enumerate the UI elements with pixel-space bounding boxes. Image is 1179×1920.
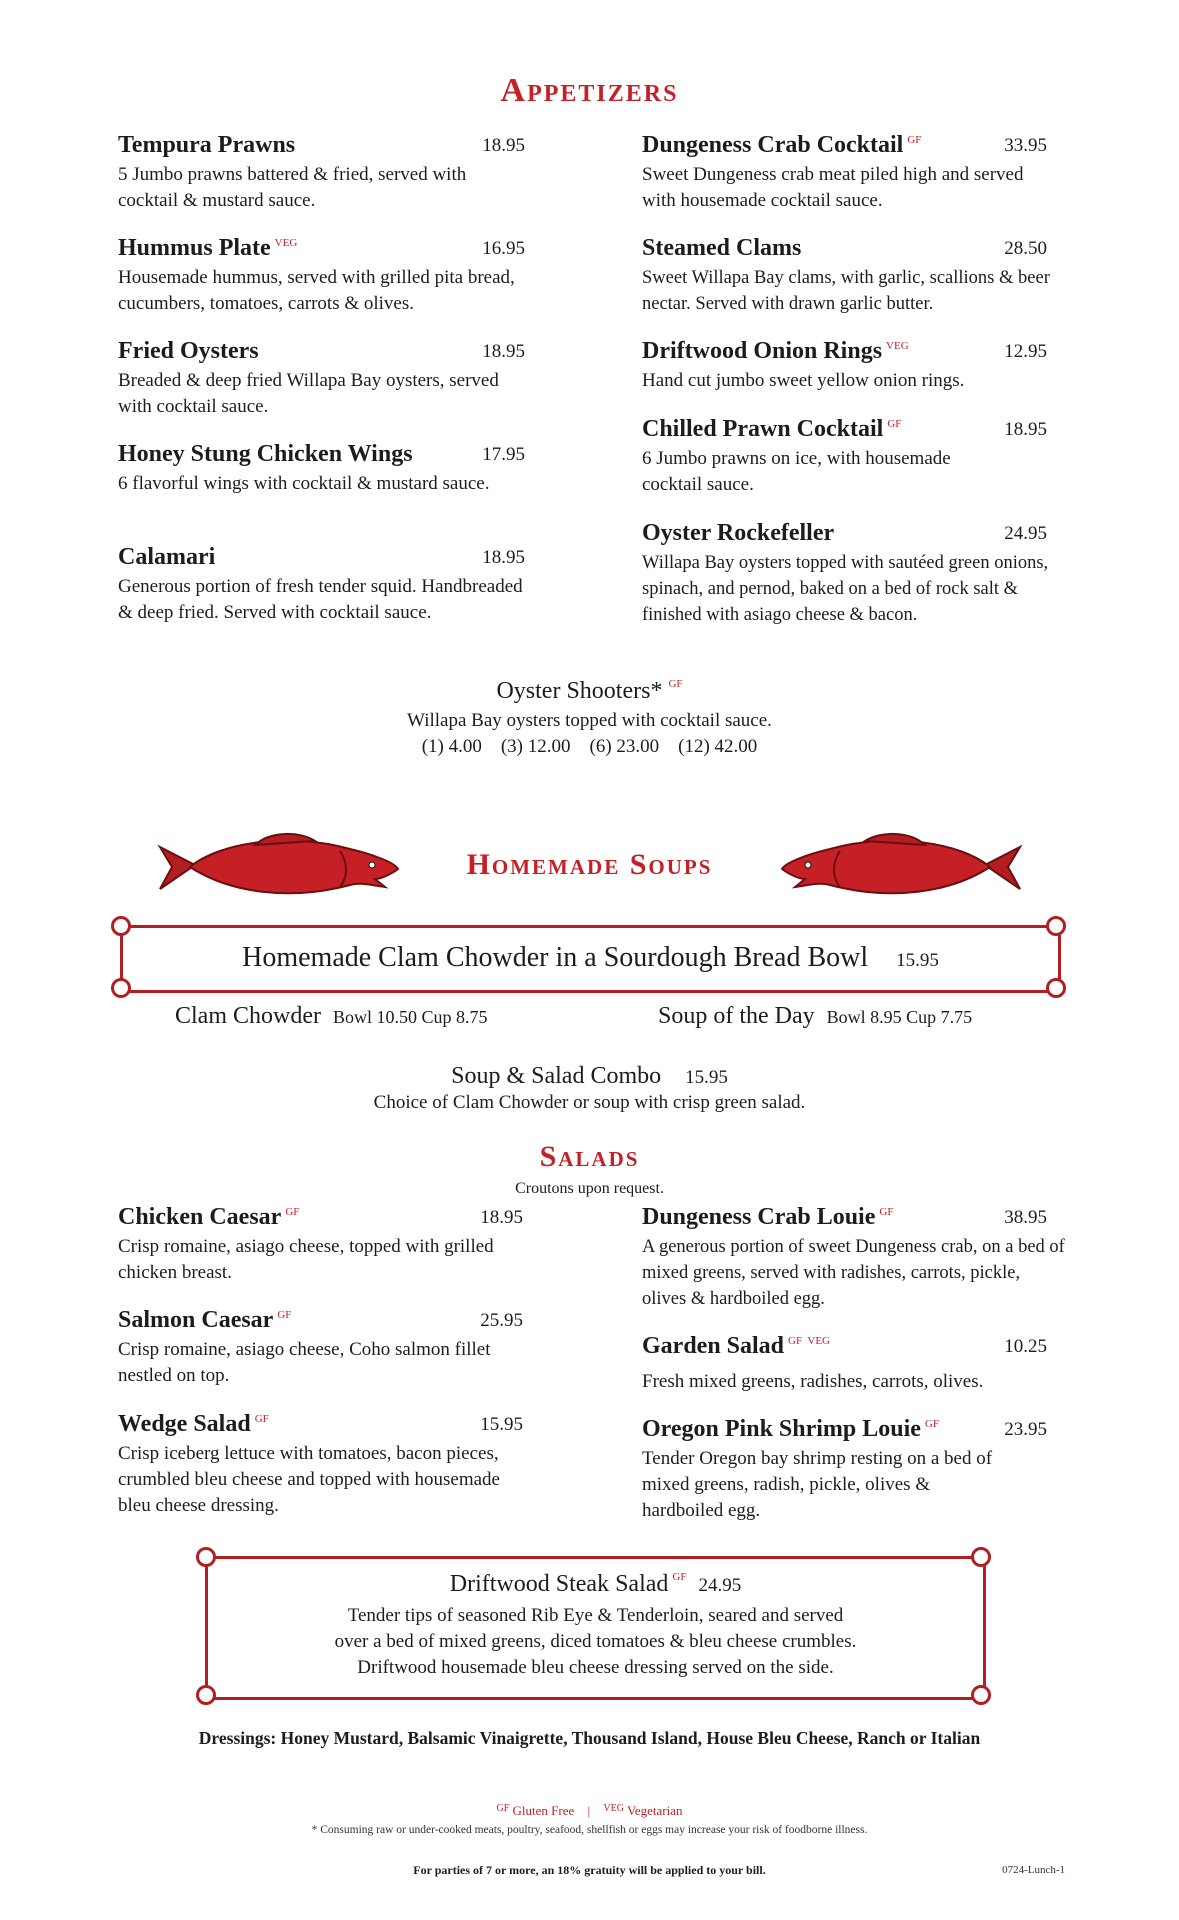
item-price: 12.95 [1004,341,1047,362]
salmon-right-icon [780,827,1030,907]
gf-tag: GF [496,1803,510,1814]
item-price: 17.95 [482,444,525,465]
feature-line [123,942,1058,974]
item-name: Soup of the Day [658,1003,815,1029]
legend [0,1803,1179,1819]
item-name: Honey Stung Chicken Wings [118,441,413,467]
menu-item-steamed-clams [642,235,1067,317]
steak-salad-box [205,1556,986,1700]
description-line: Tender tips of seasoned Rib Eye & Tenderloin, seared and served [347,1605,844,1626]
item-price: 24.95 [1004,523,1047,544]
item-description: Crisp romaine, asiago cheese, Coho salmon fillet nestled on top. [118,1339,491,1386]
item-description: 6 Jumbo prawns on ice, with housemade cocktail sauce. [642,448,951,495]
item-name: Hummus Plate [118,235,271,261]
soups-title: Homemade Soups [466,848,713,881]
menu-item-wedge-salad [118,1411,528,1519]
item-sizes: Bowl 8.95 Cup 7.75 [826,1007,973,1027]
veg-tag: VEG [274,237,298,249]
menu-item-shrimp-louie [642,1416,1047,1524]
box-corner [971,1685,991,1705]
steak-salad-description [208,1603,983,1681]
item-name: Dungeness Crab Louie [642,1204,876,1230]
oyster-shooters-prices: (1) 4.00 (3) 12.00 (6) 23.00 (12) 42.00 [421,736,758,757]
oyster-shooters-description: Willapa Bay oysters topped with cocktail sauce. [407,710,772,731]
item-name: Tempura Prawns [118,132,296,158]
item-price: 16.95 [482,238,525,259]
item-name: Clam Chowder [175,1003,321,1029]
item-price: 10.25 [1004,1336,1047,1357]
item-price: 18.95 [482,341,525,362]
item-name: Driftwood Steak Salad [449,1571,669,1597]
veg-tag: VEG [886,340,909,352]
item-description: Willapa Bay oysters topped with sautéed green onions, spinach, and pernod, baked on a bed of rock salt & finished with asiago cheese & bacon. [642,553,1049,625]
steak-salad-heading [208,1571,983,1598]
item-description: Crisp romaine, asiago cheese, topped with grilled chicken breast. [118,1236,494,1283]
box-corner [111,916,131,936]
item-price: 38.95 [1004,1207,1047,1228]
menu-item-dungeness-crab-cocktail [642,132,1047,214]
gf-tag: GF [672,1571,687,1583]
item-price: 18.95 [1004,419,1047,440]
item-sizes: Bowl 10.50 Cup 8.75 [332,1007,488,1027]
menu-item-calamari [118,544,525,626]
item-name: Chilled Prawn Cocktail [642,416,884,442]
gf-tag: GF [668,678,683,690]
gf-tag: GF [907,134,922,146]
item-price: 18.95 [482,547,525,568]
description-line: Driftwood housemade bleu cheese dressing served on the side. [357,1657,834,1678]
menu-item-hummus-plate [118,235,525,317]
menu-item-tempura-prawns [118,132,525,214]
item-name: Wedge Salad [118,1411,251,1437]
description-line: over a bed of mixed greens, diced tomatoes & bleu cheese crumbles. [334,1631,857,1652]
soup-of-day-row [658,1003,972,1030]
item-description: A generous portion of sweet Dungeness crab, on a bed of mixed greens, served with radishes, carrots, pickle, olives & hardboiled egg. [642,1237,1065,1309]
item-description: Hand cut jumbo sweet yellow onion rings. [642,370,965,391]
feature-name: Homemade Clam Chowder in a Sourdough Bread Bowl [242,942,869,973]
item-price: 15.95 [480,1414,523,1435]
gf-tag: GF [285,1206,300,1218]
gf-tag: GF [277,1309,292,1321]
food-safety-warning: * Consuming raw or under-cooked meats, poultry, seafood, shellfish or eggs may increase your risk of foodborne illness. [311,1824,868,1836]
legend-separator: | [587,1803,591,1818]
item-price: 24.95 [698,1575,742,1596]
appetizers-title: Appetizers [500,72,679,109]
menu-item-oyster-rockefeller [642,520,1067,628]
item-name: Steamed Clams [642,235,802,261]
item-price: 33.95 [1004,135,1047,156]
soup-salad-combo [0,1063,1179,1090]
feature-box [120,925,1061,993]
gf-tag: GF [254,1413,269,1425]
item-description: Housemade hummus, served with grilled pita bread, cucumbers, tomatoes, carrots & olives. [118,267,515,314]
soup-salad-combo-description: Choice of Clam Chowder or soup with crisp green salad. [373,1092,806,1113]
item-price: 18.95 [482,135,525,156]
menu-item-chicken-wings [118,441,525,497]
menu-item-chilled-prawn-cocktail [642,416,1047,498]
salads-title: Salads [539,1140,640,1173]
item-name: Fried Oysters [118,338,259,364]
item-description: Breaded & deep fried Willapa Bay oysters, served with cocktail sauce. [118,370,499,417]
item-name: Garden Salad [642,1333,785,1359]
box-corner [196,1547,216,1567]
item-description: Sweet Dungeness crab meat piled high and served with housemade cocktail sauce. [642,164,1024,211]
menu-code: 0724-Lunch-1 [1002,1864,1065,1876]
gf-tag: GF [924,1418,940,1430]
box-corner [1046,978,1066,998]
dressings-list: Dressings: Honey Mustard, Balsamic Vinaigrette, Thousand Island, House Bleu Cheese, Ranch or Italian [198,1728,981,1748]
box-corner [111,978,131,998]
item-name: Oregon Pink Shrimp Louie [642,1416,921,1442]
item-description: 5 Jumbo prawns battered & fried, served with cocktail & mustard sauce. [118,164,467,211]
item-name: Oyster Shooters* [496,678,663,704]
salads-note: Croutons upon request. [515,1180,664,1197]
gf-label: Gluten Free [512,1803,575,1818]
gf-tag: GF [887,418,902,430]
gratuity-note: For parties of 7 or more, an 18% gratuity will be applied to your bill. [413,1863,766,1877]
item-price: 25.95 [480,1310,523,1331]
gf-veg-tag: GF VEG [788,1335,831,1347]
menu-item-salmon-caesar [118,1307,523,1389]
item-name: Driftwood Onion Rings [642,338,883,364]
item-description: Tender Oregon bay shrimp resting on a bed of mixed greens, radish, pickle, olives & hardboiled egg. [642,1448,993,1521]
item-name: Oyster Rockefeller [642,520,835,546]
item-description: Sweet Willapa Bay clams, with garlic, scallions & beer nectar. Served with drawn garlic butter. [642,268,1050,314]
item-price: 15.95 [685,1067,728,1088]
menu-item-fried-oysters [118,338,525,420]
item-description: 6 flavorful wings with cocktail & mustard sauce. [118,473,490,494]
box-corner [196,1685,216,1705]
item-description: Fresh mixed greens, radishes, carrots, olives. [642,1371,984,1392]
item-name: Salmon Caesar [118,1307,274,1333]
box-corner [971,1547,991,1567]
item-price: 28.50 [1004,238,1047,259]
veg-label: Vegetarian [626,1803,683,1818]
item-description: Crisp iceberg lettuce with tomatoes, bacon pieces, crumbled bleu cheese and topped with housemade bleu cheese dressing. [118,1443,500,1516]
item-price: 23.95 [1004,1419,1047,1440]
item-name: Dungeness Crab Cocktail [642,132,904,158]
menu-item-dungeness-crab-louie [642,1204,1067,1312]
veg-tag: VEG [603,1803,624,1814]
box-corner [1046,916,1066,936]
item-name: Calamari [118,544,216,570]
menu-item-garden-salad [642,1333,1047,1395]
menu-item-chicken-caesar [118,1204,523,1286]
oyster-shooters-title [0,678,1179,705]
feature-price: 15.95 [896,950,939,971]
item-description: Generous portion of fresh tender squid. Handbreaded & deep fried. Served with cocktail sauce. [118,576,523,623]
item-name: Soup & Salad Combo [451,1063,662,1089]
clam-chowder-row [175,1003,488,1030]
item-name: Chicken Caesar [118,1204,282,1230]
item-price: 18.95 [480,1207,523,1228]
gf-tag: GF [879,1206,894,1218]
menu-item-onion-rings [642,338,1047,394]
